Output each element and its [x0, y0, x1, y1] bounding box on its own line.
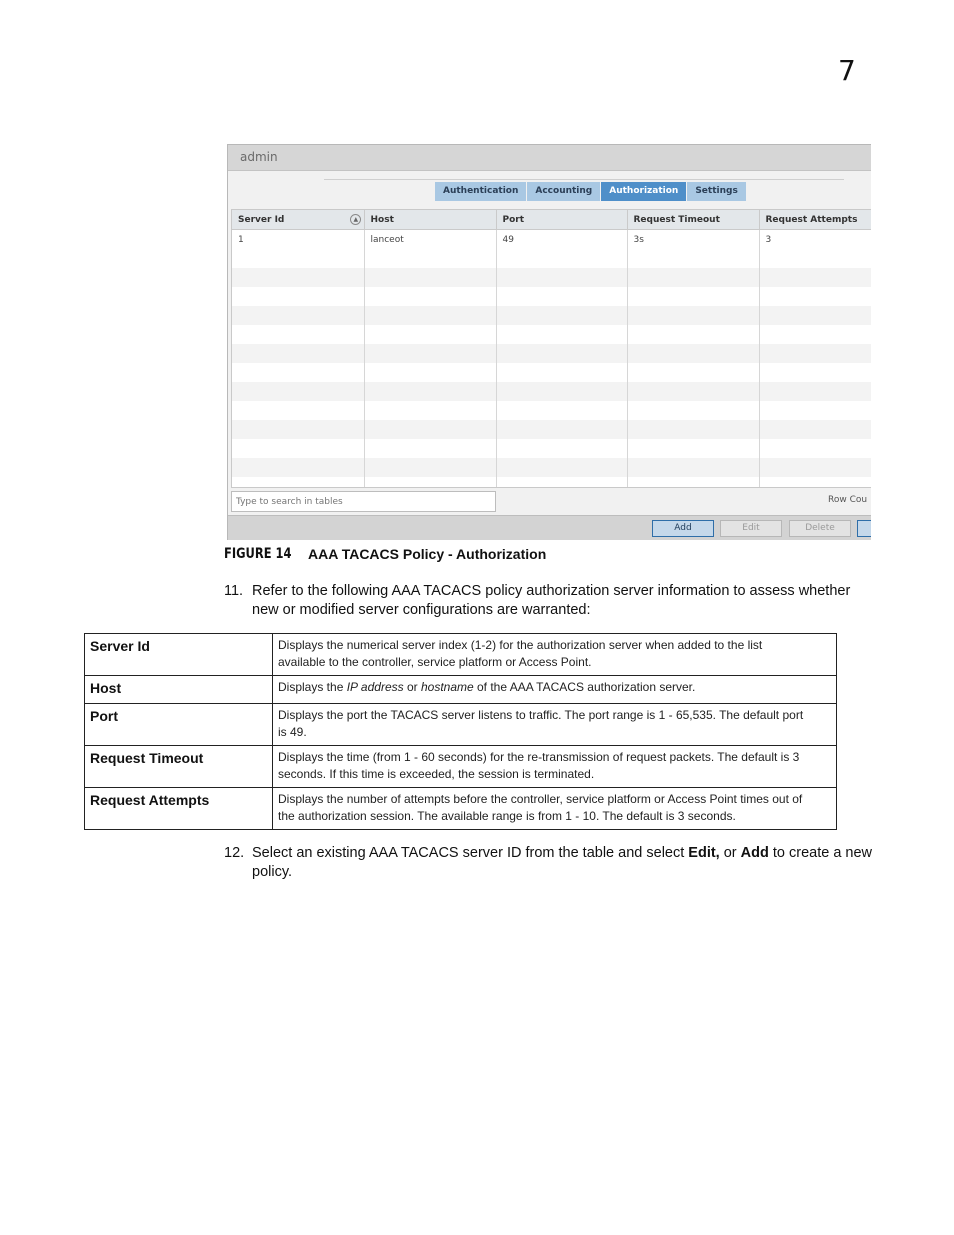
definition-request-timeout: Displays the time (from 1 - 60 seconds) for the re-transmission of request packets. The default is 3 seconds. If this time is exceeded, the session is terminated. — [273, 746, 837, 788]
table-search-input[interactable] — [231, 491, 496, 512]
field-description-table — [84, 633, 837, 830]
table-row — [85, 704, 837, 746]
figure-title: AAA TACACS Policy - Authorization — [308, 546, 547, 562]
term-port: Port — [85, 704, 273, 746]
empty-row — [232, 287, 871, 306]
sort-ascending-icon[interactable]: ▲ — [350, 214, 361, 225]
empty-row — [232, 325, 871, 344]
table-header-row — [232, 210, 871, 230]
term-server-id: Server Id — [85, 634, 273, 676]
definition-request-attempts: Displays the number of attempts before the controller, service platform or Access Point times out of the authorization session. The available range is from 1 - 10. The default is 3 seconds. — [273, 788, 837, 830]
column-header-port[interactable]: Port — [496, 210, 627, 230]
table-row — [85, 788, 837, 830]
empty-row — [232, 420, 871, 439]
term-request-timeout: Request Timeout — [85, 746, 273, 788]
definition-host: Displays the IP address or hostname of the AAA TACACS authorization server. — [273, 676, 837, 704]
button-bar — [228, 515, 871, 540]
term-request-attempts: Request Attempts — [85, 788, 273, 830]
table-row — [85, 676, 837, 704]
empty-row — [232, 249, 871, 268]
definition-server-id: Displays the numerical server index (1-2) for the authorization server when added to the list available to the controller, service platform or Access Point. — [273, 634, 837, 676]
column-header-request-attempts[interactable]: Request Attempts — [759, 210, 871, 230]
step-text-line-2: new or modified server configurations are warranted: — [252, 602, 591, 618]
row-count-label: Row Cou — [828, 495, 868, 505]
tab-accounting[interactable]: Accounting — [527, 182, 600, 201]
delete-button[interactable]: Delete — [789, 520, 851, 537]
term-host: Host — [85, 676, 273, 704]
step-text-line-1: Select an existing AAA TACACS server ID from the table and select Edit, or Add to create a new — [252, 845, 873, 861]
chapter-number: 7 — [838, 54, 856, 87]
tab-divider — [324, 179, 844, 180]
cell-request-timeout: 3s — [627, 230, 759, 250]
empty-row — [232, 477, 871, 488]
step-number: 12. — [224, 845, 245, 861]
column-header-request-timeout[interactable]: Request Timeout — [627, 210, 759, 230]
step-12 — [224, 844, 874, 884]
add-button[interactable]: Add — [652, 520, 714, 537]
tab-authorization[interactable]: Authorization — [601, 182, 686, 201]
cell-host: lanceot — [364, 230, 496, 250]
cell-port: 49 — [496, 230, 627, 250]
empty-row — [232, 344, 871, 363]
column-header-host[interactable]: Host — [364, 210, 496, 230]
cell-server-id: 1 — [232, 230, 364, 250]
step-text-line-1: Refer to the following AAA TACACS policy authorization server information to assess whether — [252, 583, 851, 599]
figure-caption — [224, 545, 547, 562]
step-11 — [224, 582, 864, 622]
tab-authentication[interactable]: Authentication — [435, 182, 526, 201]
empty-row — [232, 382, 871, 401]
empty-row — [232, 306, 871, 325]
column-header-server-id[interactable]: Server Id ▲ — [232, 210, 364, 230]
server-table — [231, 209, 871, 488]
edit-button[interactable]: Edit — [720, 520, 782, 537]
table-row — [85, 746, 837, 788]
empty-row — [232, 439, 871, 458]
definition-port: Displays the port the TACACS server listens to traffic. The port range is 1 - 65,535. The default port is 49. — [273, 704, 837, 746]
tab-settings[interactable]: Settings — [687, 182, 745, 201]
add-keyword: Add — [740, 845, 769, 861]
empty-row — [232, 268, 871, 287]
empty-row — [232, 401, 871, 420]
edit-keyword: Edit, — [688, 845, 720, 861]
step-number: 11. — [224, 583, 244, 599]
figure-label: FIGURE 14 — [224, 546, 292, 562]
empty-row — [232, 458, 871, 477]
cell-request-attempts: 3 — [759, 230, 871, 250]
policy-tabs — [435, 182, 747, 201]
empty-row — [232, 363, 871, 382]
screen-title: admin — [240, 150, 278, 164]
screen-header — [228, 145, 871, 171]
aaa-tacacs-authorization-screenshot — [227, 144, 871, 540]
step-text-line-2: policy. — [252, 864, 293, 880]
table-row[interactable] — [232, 230, 871, 250]
exit-button[interactable] — [857, 520, 871, 537]
table-row — [85, 634, 837, 676]
